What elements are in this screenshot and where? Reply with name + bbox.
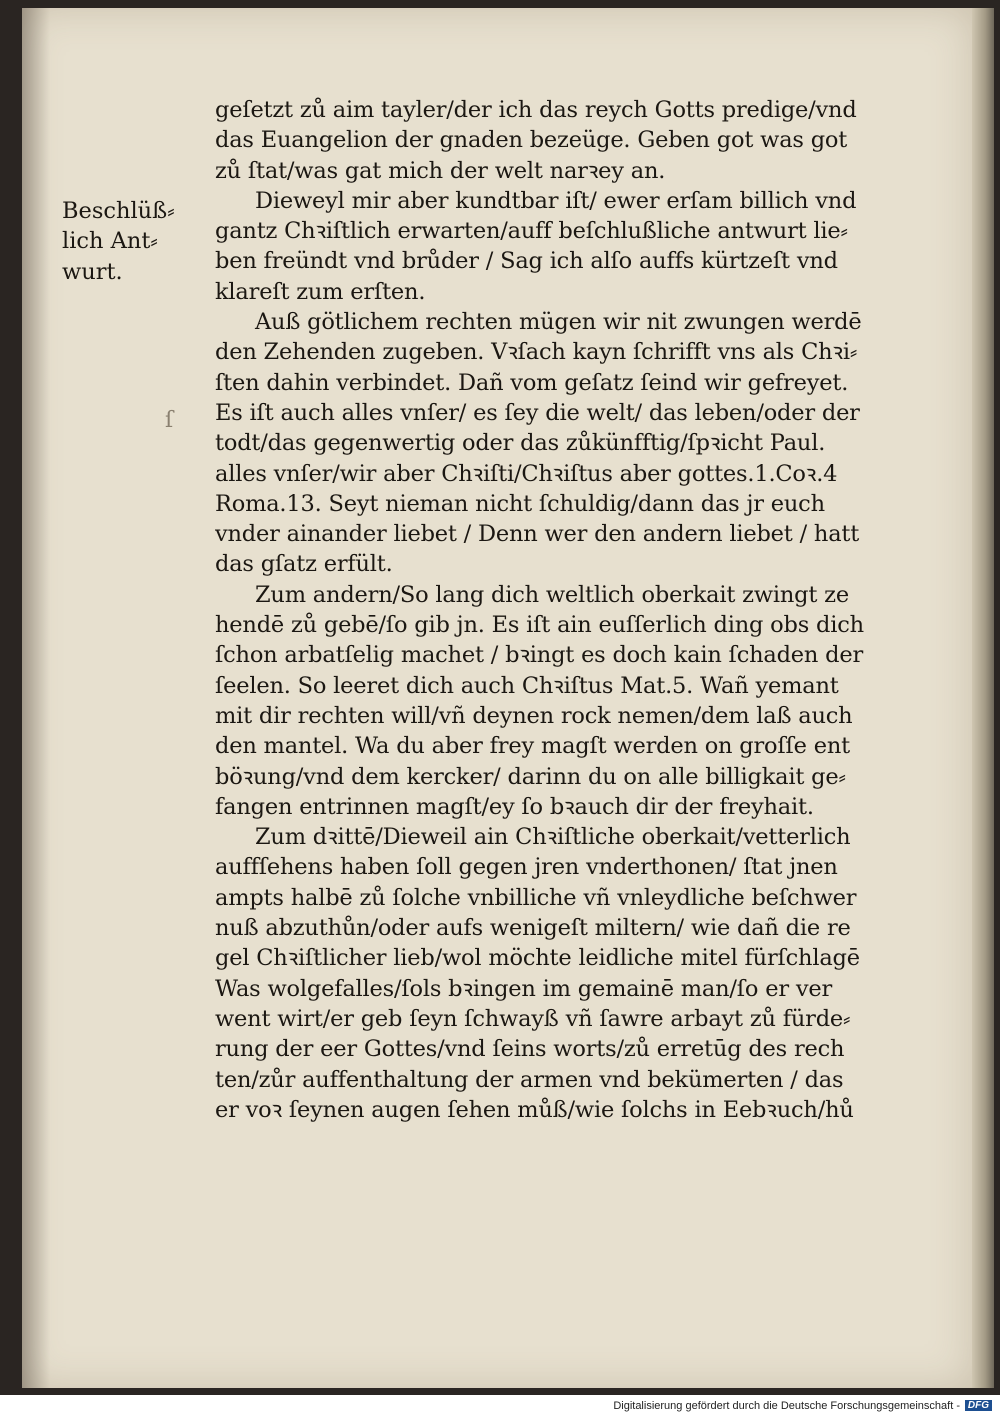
margin-mark: ſ — [165, 408, 174, 433]
text-line: den mantel. Wa du aber frey magſt werden on groſſe ent — [215, 733, 850, 760]
binding-shadow — [22, 8, 50, 1388]
text-line: Zum dꝛittē/Dieweil ain Chꝛiſtliche oberkait/vetterlich — [255, 824, 851, 851]
text-line: Auß götlichem rechten mügen wir nit zwungen werdē — [255, 309, 862, 336]
dfg-logo: DFG — [965, 1400, 992, 1411]
text-line: ſeelen. So leeret dich auch Chꝛiſtus Mat.5. Wañ yemant — [215, 672, 839, 699]
marginal-line: Beschlüß⸗ — [62, 198, 175, 224]
text-line: ten/zůr auffenthaltung der armen vnd bekümerten / das — [215, 1066, 844, 1093]
text-line: Zum andern/So lang dich weltlich oberkait zwingt ze — [255, 581, 849, 608]
text-line: hendē zů gebē/ſo gib jn. Es iſt ain euſſerlich ding obs dich — [215, 612, 864, 639]
text-line: gel Chꝛiſtlicher lieb/wol möchte leidliche mitel fürſchlagē — [215, 945, 860, 972]
text-line: Es iſt auch alles vnſer/ es ſey die welt/ das leben/oder der — [215, 399, 860, 426]
funding-notice: Digitalisierung gefördert durch die Deutsche Forschungsgemeinschaft - — [613, 1400, 960, 1412]
text-line: klareſt zum erſten. — [215, 278, 426, 305]
text-line: zů ſtat/was gat mich der welt narꝛey an. — [215, 157, 666, 184]
text-line: Roma.13. Seyt nieman nicht ſchuldig/dann das jr euch — [215, 490, 825, 517]
text-line: Dieweyl mir aber kundtbar iſt/ ewer erſam billich vnd — [255, 187, 857, 214]
marginal-line: lich Ant⸗ — [62, 228, 158, 255]
text-line: todt/das gegenwertig oder das zůkünfftig/ſpꝛicht Paul. — [215, 430, 826, 457]
text-line: went wirt/er geb ſeyn ſchwayß vñ ſawre arbayt zů fürde⸗ — [215, 1005, 851, 1032]
text-line: nuß abzuthůn/oder aufs wenigeſt miltern/ wie dañ die re — [215, 915, 851, 942]
text-line: geſetzt zů aim tayler/der ich das reych Gotts predige/vnd — [215, 97, 857, 123]
text-line: den Zehenden zugeben. Vꝛſach kayn ſchrifft vns als Chꝛi⸗ — [215, 339, 858, 366]
text-line: Was wolgefalles/ſols bꝛingen im gemainē man/ſo er ver — [215, 975, 833, 1002]
text-line: alles vnſer/wir aber Chꝛiſti/Chꝛiſtus aber gottes.1.Coꝛ.4 — [215, 460, 838, 487]
text-line: ampts halbē zů ſolche vnbilliche vñ vnleydliche beſchwer — [215, 884, 857, 911]
text-line: fangen entrinnen magſt/ey ſo bꝛauch dir der freyhait. — [215, 793, 814, 820]
main-text — [215, 95, 905, 1125]
text-line: mit dir rechten will/vñ deynen rock nemen/dem laß auch — [215, 702, 853, 729]
text-line: das gſatz erfült. — [215, 551, 393, 578]
text-line: er voꝛ ſeynen augen ſehen můß/wie ſolchs in Eebꝛuch/hů — [215, 1096, 854, 1123]
text-line: rung der eer Gottes/vnd ſeins worts/zů erretūg des rech — [215, 1036, 845, 1063]
text-line: vnder ainander liebet / Denn wer den andern liebet / hatt — [215, 521, 860, 548]
text-line: das Euangelion der gnaden bezeüge. Geben got was got — [215, 127, 848, 154]
text-line: ben freündt vnd brůder / Sag ich alſo auffs kürtzeſt vnd — [215, 248, 838, 275]
page-edge — [972, 8, 994, 1388]
marginal-line: wurt. — [62, 258, 123, 285]
marginal-note — [62, 196, 202, 287]
text-line: ſten dahin verbindet. Dañ vom geſatz ſeind wir gefreyet. — [215, 369, 849, 396]
text-line: ſchon arbatſelig machet / bꝛingt es doch kain ſchaden der — [215, 642, 864, 669]
text-line: gantz Chꝛiſtlich erwarten/auff beſchlußliche antwurt lie⸗ — [215, 218, 848, 245]
text-line: auffſehens haben ſoll gegen jren vnderthonen/ ſtat jnen — [215, 854, 838, 881]
text-line: böꝛung/vnd dem kercker/ darinn du on alle billigkait ge⸗ — [215, 763, 846, 790]
